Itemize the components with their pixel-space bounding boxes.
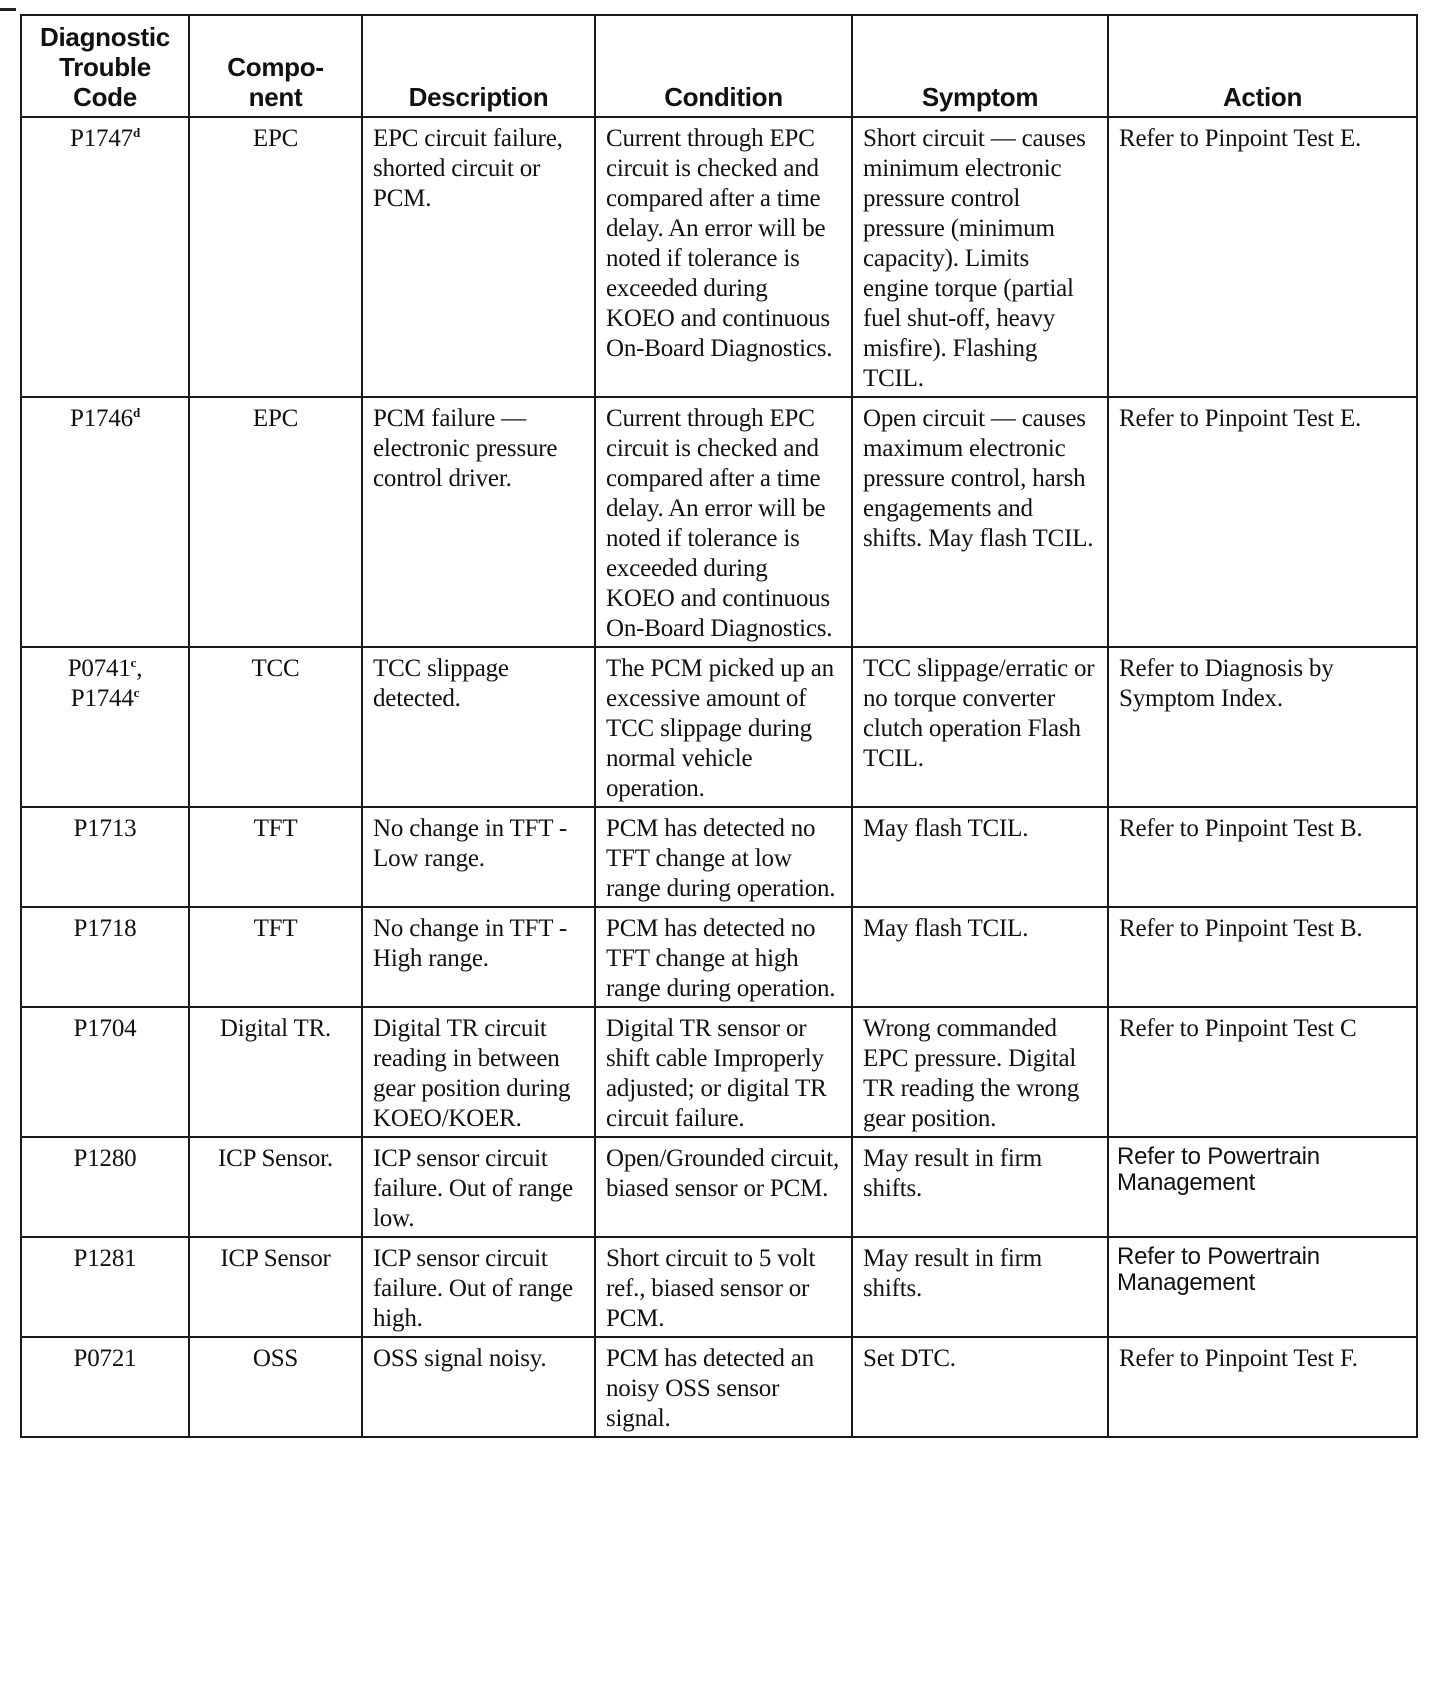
table-row [21,1137,1417,1237]
cell-condition: Open/Grounded circuit, biased sensor or PCM. [595,1137,852,1237]
trouble-code-line [32,814,178,844]
cell-trouble-code [21,1007,189,1137]
cell-component: TFT [189,907,362,1007]
cell-symptom: TCC slippage/erratic or no torque converter clutch operation Flash TCIL. [852,647,1108,807]
table-row [21,1237,1417,1337]
cell-action: Refer to Pinpoint Test E. [1108,117,1417,397]
cell-symptom: May result in firm shifts. [852,1237,1108,1337]
table-row [21,647,1417,807]
cell-action: Refer to Powertrain Management [1108,1237,1417,1337]
table-row [21,1337,1417,1437]
header-diagnostic-trouble-code: Diagnostic Trouble Code [21,15,189,117]
cell-component: Digital TR. [189,1007,362,1137]
cell-trouble-code [21,1137,189,1237]
cell-symptom: Open circuit — causes maximum electronic pressure control, harsh engagements and shifts. May flash TCIL. [852,397,1108,647]
header-description: Description [362,15,595,117]
trouble-code-line [32,1244,178,1274]
cell-description: Digital TR circuit reading in between gear position during KOEO/KOER. [362,1007,595,1137]
code-separator: , [136,655,143,682]
trouble-code: P0741 [67,655,131,682]
trouble-code-line [32,404,178,434]
cell-condition: PCM has detected no TFT change at low range during operation. [595,807,852,907]
cell-trouble-code [21,397,189,647]
table-row [21,807,1417,907]
cell-symptom: May flash TCIL. [852,807,1108,907]
cell-action: Refer to Pinpoint Test F. [1108,1337,1417,1437]
header-condition: Condition [595,15,852,117]
footnote-marker: c [130,655,137,670]
cell-action: Refer to Pinpoint Test B. [1108,907,1417,1007]
dtc-table-page [20,14,1416,1438]
trouble-code: P1704 [73,1015,137,1042]
dtc-table [20,14,1418,1438]
cell-description: ICP sensor circuit failure. Out of range high. [362,1237,595,1337]
cell-action: Refer to Diagnosis by Symptom Index. [1108,647,1417,807]
cell-trouble-code [21,1337,189,1437]
table-row [21,907,1417,1007]
cell-description: TCC slippage detected. [362,647,595,807]
trouble-code: P1747 [70,125,133,152]
cell-component: ICP Sensor [189,1237,362,1337]
trouble-code: P1281 [73,1245,137,1272]
cell-component: OSS [189,1337,362,1437]
cell-trouble-code [21,117,189,397]
cell-component: ICP Sensor. [189,1137,362,1237]
trouble-code: P1280 [73,1145,137,1172]
table-header-row [21,15,1417,117]
cell-trouble-code [21,647,189,807]
cell-description: OSS signal noisy. [362,1337,595,1437]
cell-component: TCC [189,647,362,807]
cell-description: EPC circuit failure, shorted circuit or PCM. [362,117,595,397]
cell-description: ICP sensor circuit failure. Out of range low. [362,1137,595,1237]
page-edge-mark [0,0,16,11]
header-component: Compo- nent [189,15,362,117]
footnote-marker: d [132,125,140,140]
footnote-marker: d [132,405,140,420]
trouble-code-line [32,1144,178,1174]
cell-trouble-code [21,807,189,907]
cell-symptom: May result in firm shifts. [852,1137,1108,1237]
cell-symptom: Wrong commanded EPC pressure. Digital TR reading the wrong gear position. [852,1007,1108,1137]
cell-condition: Short circuit to 5 volt ref., biased sensor or PCM. [595,1237,852,1337]
cell-symptom: May flash TCIL. [852,907,1108,1007]
cell-component: EPC [189,397,362,647]
cell-description: PCM failure — electronic pressure control driver. [362,397,595,647]
trouble-code: P0721 [73,1345,137,1372]
cell-action: Refer to Pinpoint Test C [1108,1007,1417,1137]
footnote-marker: c [133,685,140,700]
trouble-code-line [32,124,178,154]
cell-condition: PCM has detected an noisy OSS sensor signal. [595,1337,852,1437]
cell-condition: Digital TR sensor or shift cable Improperly adjusted; or digital TR circuit failure. [595,1007,852,1137]
cell-description: No change in TFT - High range. [362,907,595,1007]
cell-action: Refer to Pinpoint Test B. [1108,807,1417,907]
cell-symptom: Set DTC. [852,1337,1108,1437]
cell-symptom: Short circuit — causes minimum electronic pressure control pressure (minimum capacity). Limits engine torque (partial fuel shut-off, heavy misfire). Flashing TCIL. [852,117,1108,397]
trouble-code-line [32,654,178,684]
cell-condition: The PCM picked up an excessive amount of TCC slippage during normal vehicle operation. [595,647,852,807]
trouble-code: P1746 [70,405,133,432]
cell-condition: Current through EPC circuit is checked and compared after a time delay. An error will be noted if tolerance is exceeded during KOEO and continuous On-Board Diagnostics. [595,117,852,397]
cell-action: Refer to Pinpoint Test E. [1108,397,1417,647]
cell-component: EPC [189,117,362,397]
cell-action: Refer to Powertrain Management [1108,1137,1417,1237]
trouble-code: P1744 [70,685,134,712]
table-body [21,117,1417,1437]
trouble-code-line [32,684,178,714]
header-action: Action [1108,15,1417,117]
cell-condition: Current through EPC circuit is checked and compared after a time delay. An error will be noted if tolerance is exceeded during KOEO and continuous On-Board Diagnostics. [595,397,852,647]
table-row [21,1007,1417,1137]
trouble-code: P1713 [73,815,137,842]
cell-trouble-code [21,1237,189,1337]
header-symptom: Symptom [852,15,1108,117]
cell-trouble-code [21,907,189,1007]
table-row [21,397,1417,647]
trouble-code-line [32,1014,178,1044]
cell-description: No change in TFT - Low range. [362,807,595,907]
trouble-code-line [32,1344,178,1374]
cell-component: TFT [189,807,362,907]
trouble-code: P1718 [73,915,137,942]
cell-condition: PCM has detected no TFT change at high range during operation. [595,907,852,1007]
trouble-code-line [32,914,178,944]
table-row [21,117,1417,397]
